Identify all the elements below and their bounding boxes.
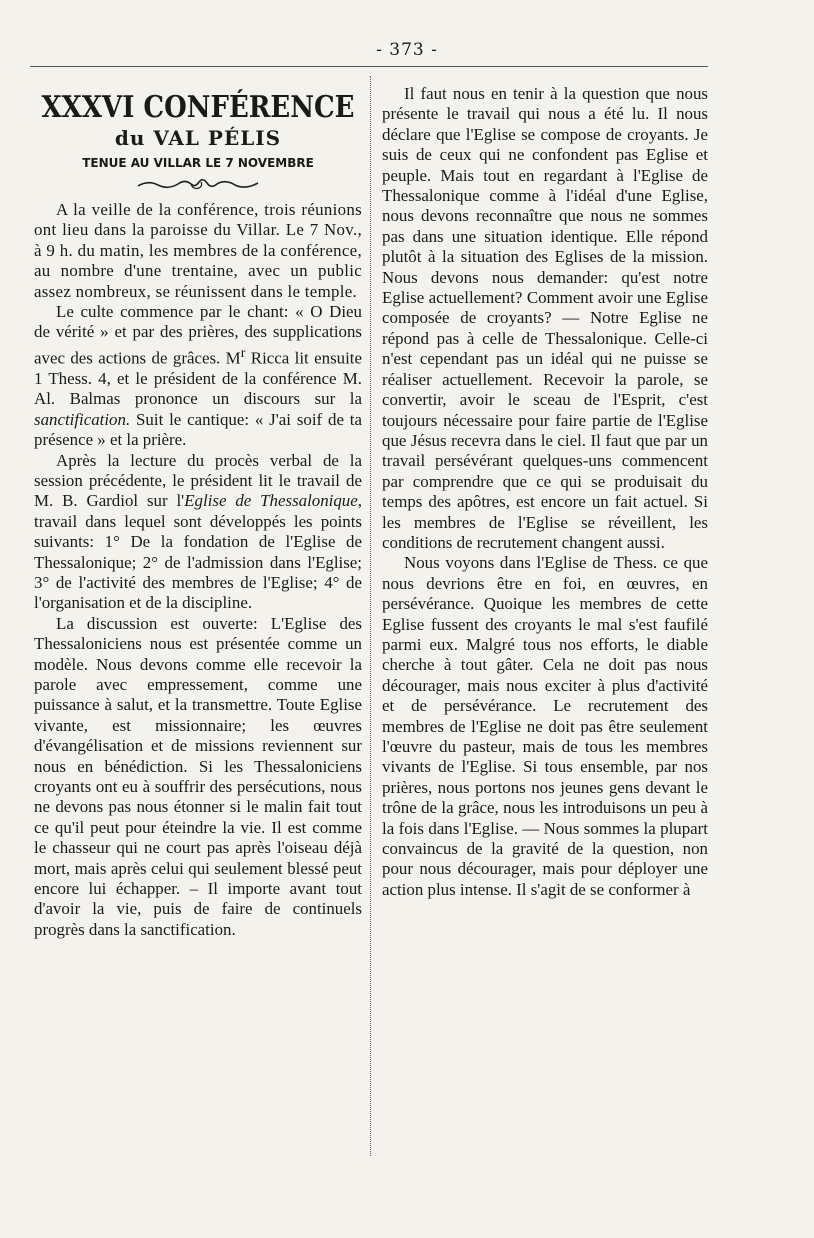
flourish-ornament-icon	[133, 176, 263, 192]
column-divider	[370, 76, 371, 1156]
text-run: Après la lecture du procès verbal de la session précédente, le président lit le travail de M. B. Gardiol sur l'	[34, 450, 362, 511]
page-number: - 373 -	[376, 40, 438, 60]
text-run: Suit le cantique: « J'ai soif de ta présence » et la prière.	[34, 409, 362, 450]
right-column	[382, 84, 708, 900]
article-subtitle: du VAL PÉLIS	[114, 126, 282, 150]
paragraph: Il faut nous en tenir à la question que nous présente le travail qui nous a été lu. Il nous déclare que l'Eglise se compose de croyants. Je suis de ceux qui ne confondent pas Eglise et peuple. Mais tout en regardant à l'Eglise de Thessalonique comme à l'idéal d'une Eglise, nous devons reconnaître que nous ne sommes pas dans une situation identique. Elle répond plutôt à la situation des Eglises de la mission. Nous devons nous demander: qu'est notre Eglise actuellement? Comment avoir une Eglise composée de croyants? — Notre Eglise ne répond pas à celle de Thessalonique. Celle-ci n'est cependant pas un idéal qui ne puisse se réaliser actuellement. Recevoir la parole, se convertir, avoir le sceau de l'Esprit, c'est toujours nécessaire pour faire partie de l'Eglise que Jésus recevra dans le ciel. Il faut que par un travail persévérant quelques-uns commencent par comprendre que ce qui se produisait du temps des apôtres, est encore un fait actuel. Si les membres de l'Eglise se réveillent, les conditions de recrutement changent aussi.	[382, 84, 708, 552]
text-run: Ricca lit ensuite 1 Thess. 4, et le président de la conférence M. Al. Balmas prononce un discours sur la	[34, 348, 362, 409]
left-column	[34, 84, 362, 940]
header-rule	[30, 66, 708, 67]
paragraph: Nous voyons dans l'Eglise de Thess. ce que nous devrions être en foi, en œuvres, en persévérance. Quoique les membres de cette Eglise fussent des croyants le mal s'est faufilé parmi eux. Malgré tous nos efforts, le diable cherche à tout gâter. Cela ne doit pas nous décourager, mais nous exciter à plus d'activité et de persévérance. Le recrutement des membres de l'Eglise ne doit pas être seulement l'œuvre du pasteur, mais de tous les membres vivants de l'Eglise. Si tous ensemble, par nos prières, nous portons nos jeunes gens devant le trône de la grâce, nous les introduisons un peu à la fois dans l'Eglise. — Nous sommes la plupart convaincus de la gravité de la question, non pour nous décourager, mais pour déployer une action plus intense. Il s'agit de se conformer à	[382, 553, 708, 899]
paragraph	[34, 451, 362, 614]
paragraph: La discussion est ouverte: L'Eglise des Thessaloniciens nous est présentée comme un modèle. Nous devons comme elle recevoir la parole avec empressement, comme une puissance à salut, et la transmettre. Toute Eglise vivante, est missionnaire; les œuvres d'évangélisation et de missions reviennent sur nous en bénédiction. Si les Thessaloniciens croyants ont eu à souffrir des persécutions, nous ne devons pas nous étonner si le malin fait tout ce qu'il peut pour éteindre la vie. Il est comme le chasseur qui ne court pas après l'oiseau déjà mort, mais après celui qui seulement blessé peut encore lui échapper. – Il importe avant tout d'avoir la vie, puis de faire de continuels progrès dans la sanctification.	[34, 613, 362, 939]
emphasis: Eglise de Thessalonique	[184, 491, 358, 511]
paragraph: A la veille de la conférence, trois réunions ont lieu dans la paroisse du Villar. Le 7 Nov., à 9 h. du matin, les membres de la conférence, au nombre d'une trentaine, avec un public assez nombreux, se réunissent dans le temple.	[34, 200, 362, 301]
superscript: r	[240, 344, 246, 361]
text-run: Le culte commence par le chant: « O Dieu de vérité » et par des prières, des supplications avec des actions de grâces. M	[34, 302, 362, 368]
emphasis: sanctification.	[34, 409, 131, 429]
article-subheading: TENUE AU VILLAR LE 7 NOVEMBRE	[82, 156, 314, 170]
article-title: XXXVI CONFÉRENCE	[41, 90, 355, 126]
text-run: , travail dans lequel sont développés les points suivants: 1° De la fondation de l'Eglise de Thessalonique; 2° de l'admission dans l'Eglise; 3° de l'activité des membres de l'Eglise; 4° de l'organisation et de la discipline.	[34, 491, 362, 613]
paragraph	[34, 302, 362, 450]
